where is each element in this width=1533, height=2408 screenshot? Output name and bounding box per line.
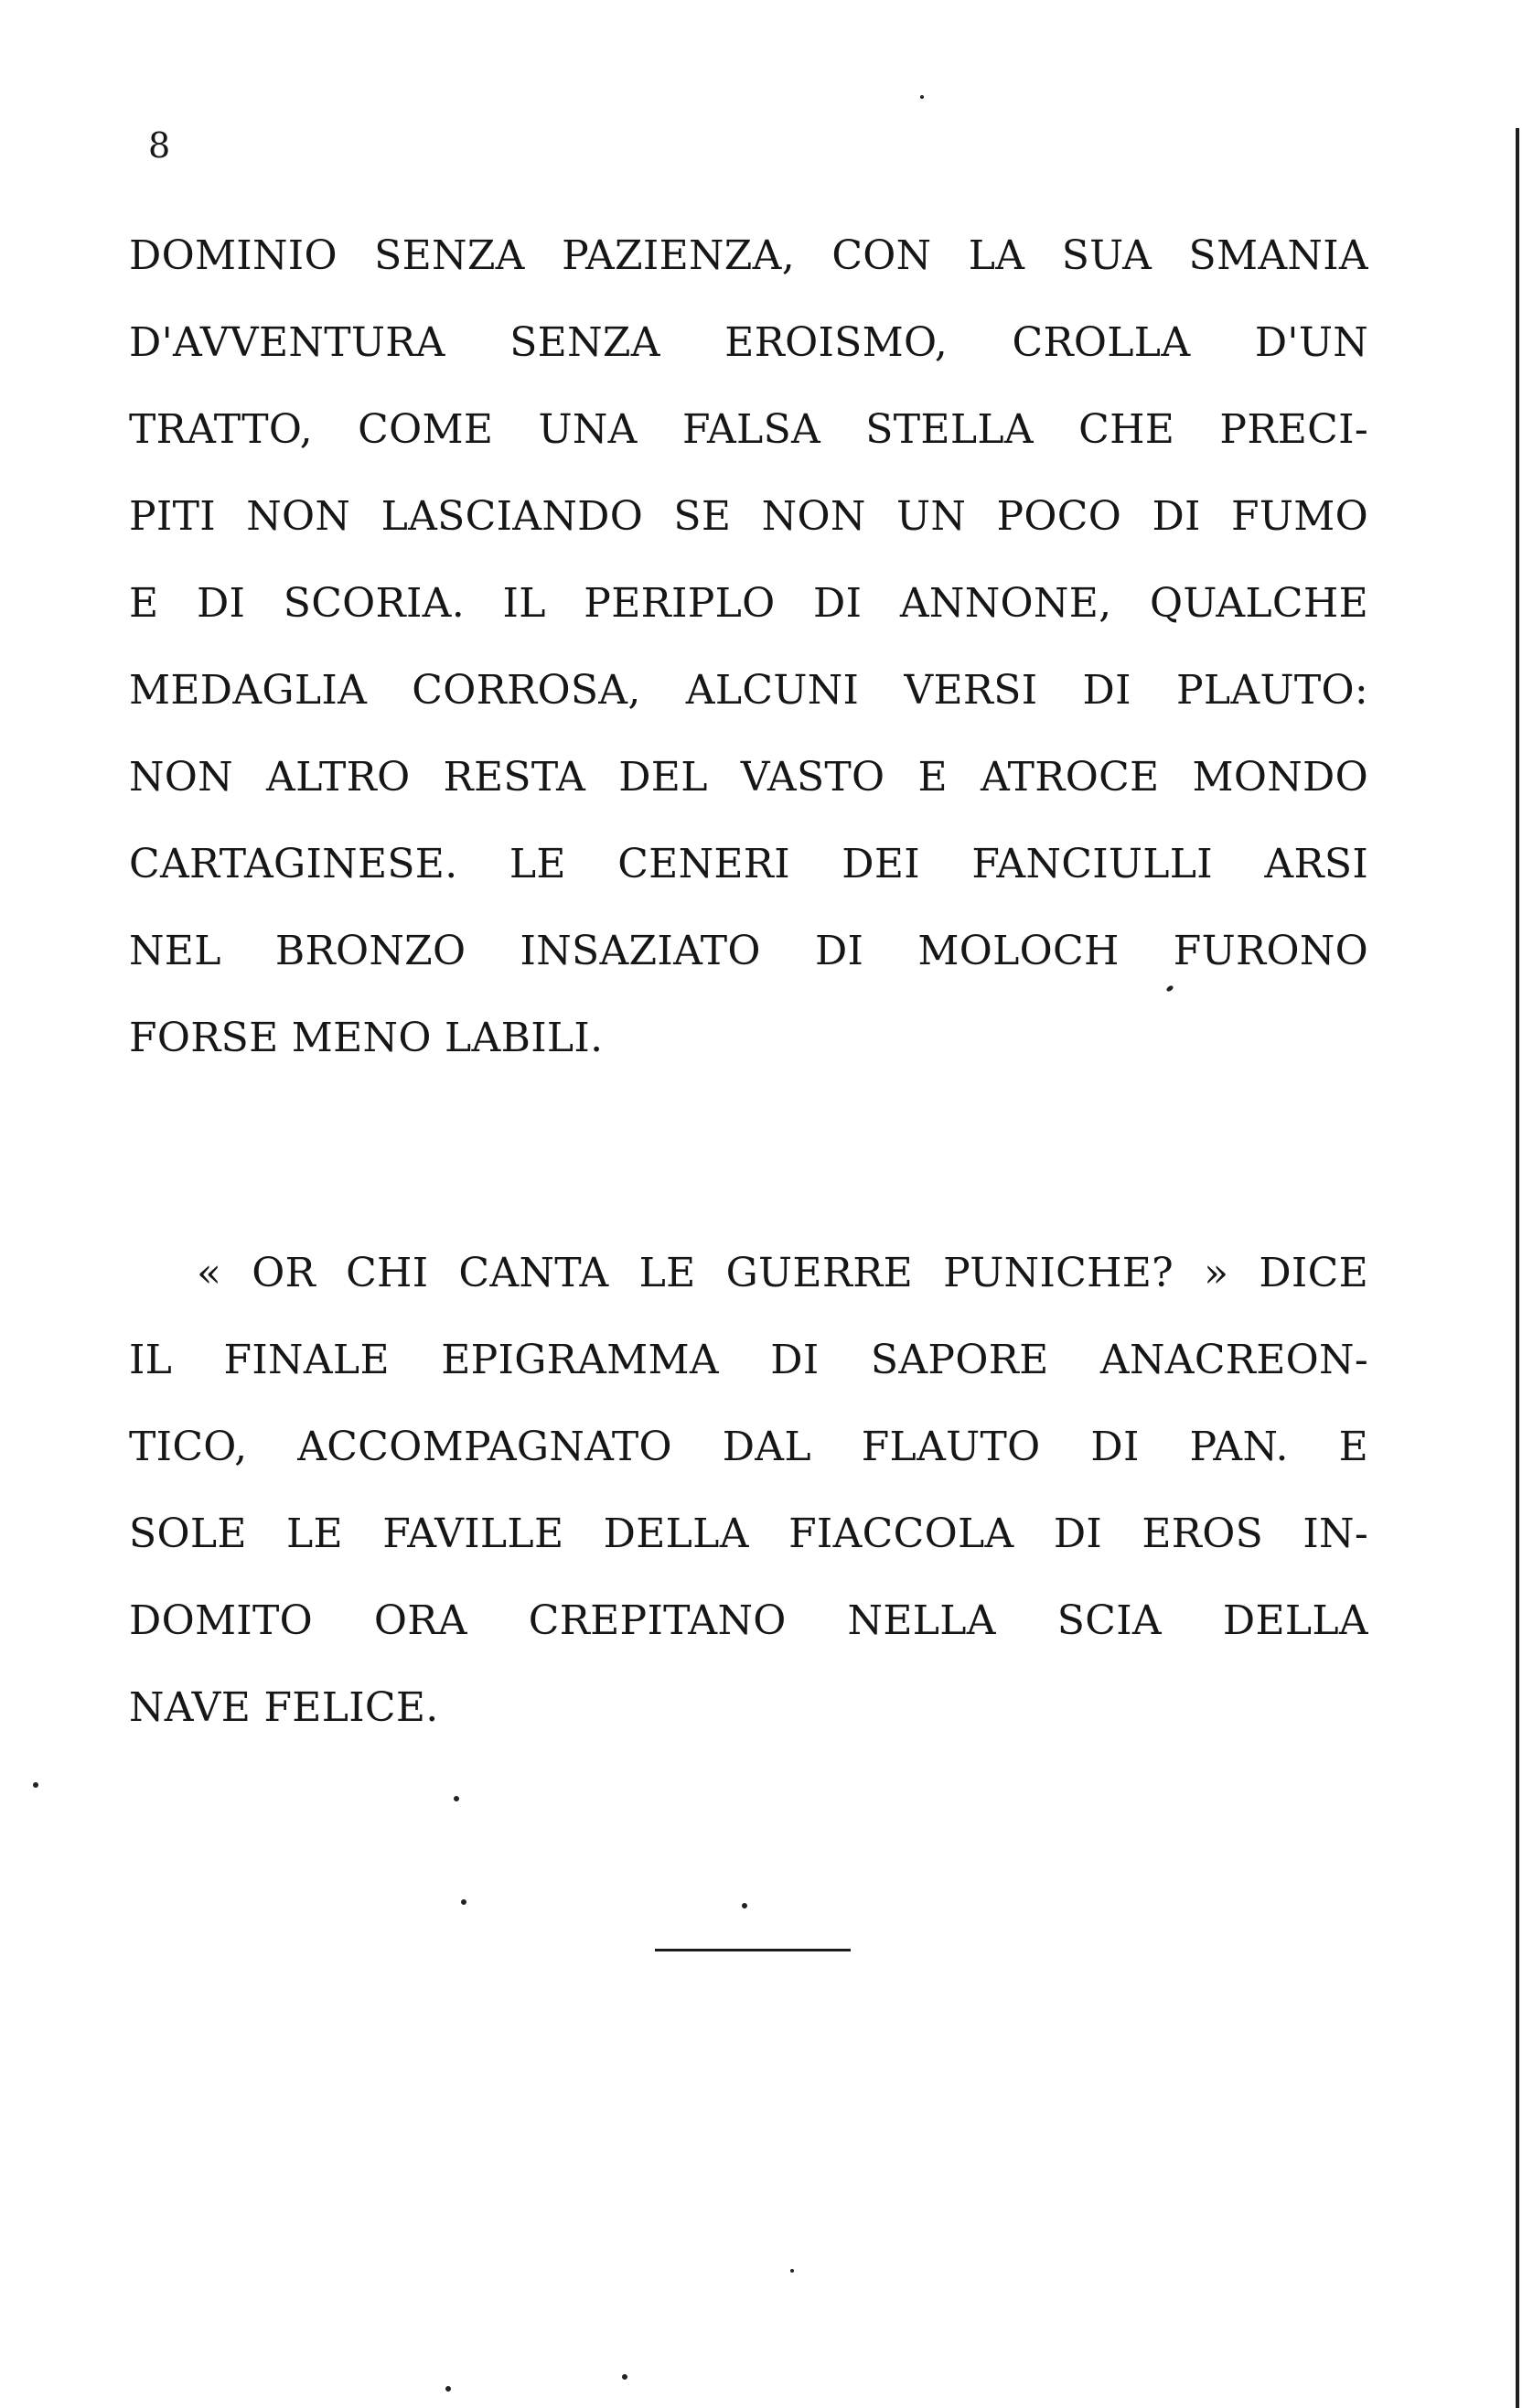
text-line: NEL BRONZO INSAZIATO DI MOLOCH FURONO (129, 928, 1368, 974)
text-line: SOLE LE FAVILLE DELLA FIACCOLA DI EROS IN- (129, 1510, 1368, 1557)
text-line: NAVE FELICE. (129, 1684, 439, 1731)
scan-speck (920, 95, 924, 99)
text-line: TICO, ACCOMPAGNATO DAL FLAUTO DI PAN. E (129, 1424, 1368, 1470)
text-line: DOMITO ORA CREPITANO NELLA SCIA DELLA (129, 1597, 1368, 1644)
scan-speck (445, 2386, 451, 2392)
text-line: MEDAGLIA CORROSA, ALCUNI VERSI DI PLAUTO: (129, 667, 1368, 714)
binding-edge-line (1516, 128, 1519, 2408)
text-line: « OR CHI CANTA LE GUERRE PUNICHE? » DICE (197, 1250, 1368, 1296)
paragraph-1 (129, 227, 1368, 1096)
text-line: E DI SCORIA. IL PERIPLO DI ANNONE, QUALCHE (129, 580, 1368, 627)
text-line: IL FINALE EPIGRAMMA DI SAPORE ANACREON- (129, 1337, 1368, 1383)
text-line: PITI NON LASCIANDO SE NON UN POCO DI FUMO (129, 493, 1368, 540)
scan-speck (461, 1899, 466, 1905)
scan-speck (622, 2374, 627, 2380)
scan-speck (742, 1903, 747, 1908)
end-rule-divider (655, 1949, 851, 1951)
scan-speck (790, 2269, 794, 2273)
text-line: NON ALTRO RESTA DEL VASTO E ATROCE MONDO (129, 754, 1368, 801)
scan-speck (454, 1796, 459, 1801)
text-line: FORSE MENO LABILI. (129, 1015, 604, 1061)
page-number: 8 (148, 125, 171, 166)
text-line: D'AVVENTURA SENZA EROISMO, CROLLA D'UN (129, 319, 1368, 366)
text-line: TRATTO, COME UNA FALSA STELLA CHE PRECI- (129, 406, 1368, 453)
paragraph-2 (129, 1244, 1368, 1766)
text-line: CARTAGINESE. LE CENERI DEI FANCIULLI ARSI (129, 841, 1368, 887)
scan-speck (33, 1782, 38, 1788)
text-line: DOMINIO SENZA PAZIENZA, CON LA SUA SMANIA (129, 232, 1368, 279)
